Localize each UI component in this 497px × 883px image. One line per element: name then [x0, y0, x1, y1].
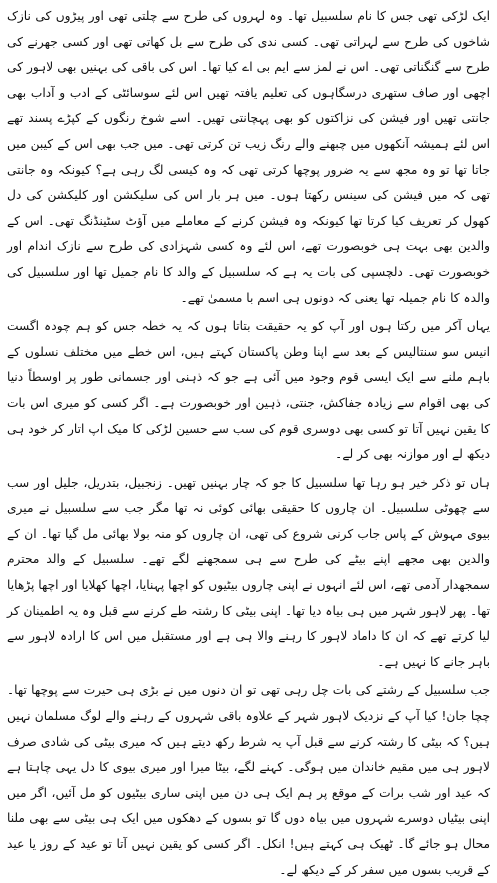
paragraph-4: جب سلسبیل کے رشتے کی بات چل رہی تھی تو ان دنوں میں نے بڑی ہی حیرت سے پوچھا تھا۔ چچا جان! کیا آپ کے نزدیک لاہور شہر کے علاوہ باقی شہروں کے رہنے والے لوگ مسلمان نہیں ہیں؟ کہ بیٹی کا رشتہ کرنے سے قبل آپ یہ شرط رکھ دیتے ہیں کہ میری بیٹی کی شادی صرف لاہور ہی میں مقیم خاندان میں ہوگی۔ کہنے لگے، بیٹا میرا اور میری بیوی کا دل یہی چاہتا ہے کہ عید اور شب برات کے موقع پر ہم ایک ہی دن میں اپنی ساری بیٹیوں کو مل آئیں، اگر میں اپنی بیٹیاں دوسرے شہروں میں بیاہ دوں گا تو بسوں کے دھکوں میں ایک ہی بیٹی سے بھی ملنا محال ہو جائے گا۔ ٹھیک ہی کہتے ہیں! انکل۔ اگر کسی کو یقین نہیں آتا تو عید کے روز یا عید کے قریب بسوں میں سفر کر کے دیکھ لے۔: [7, 683, 490, 877]
paragraph-2: یہاں آکر میں رکتا ہوں اور آپ کو یہ حقیقت بتاتا ہوں کہ یہ خطہ جس کو ہم چودہ اگست انیس سو سنتالیس کے بعد سے اپنا وطن پاکستان کہتے ہیں، اس خطے میں مختلف نسلوں کے باہم ملنے سے ایک ایسی قوم وجود میں آئی ہے جو کہ ذہنی اور جسمانی طور پر اوسطاً دنیا کی بھی اقوام سے زیادہ جفاکش، جنتی، ذہین اور خوبصورت ہے۔ اگر کسی کو میری اس بات کا یقین نہیں آتا تو کسی بھی دوسری قوم کی سب سے حسین لڑکی کا میک اپ اتار کر خود ہی دیکھ لے اور موازنہ بھی کر لے۔: [7, 319, 490, 462]
paragraph-3: ہاں تو ذکر خیر ہو رہا تھا سلسبیل کا جو کہ چار بہنیں تھیں۔ زنجبیل، بتدریل، جلیل اور سب سے چھوٹی سلسبیل۔ ان چاروں کا حقیقی بھائی کوئی نہ تھا مگر جب سے سلسبیل نے میری بیوی مہوش کے پاس جاب کرنی شروع کی تھی، ان چاروں کو منہ بولا بھائی مل گیا تھا۔ ان کے والدین بھی مجھے اپنے بیٹے کی طرح سے ہی سمجھنے لگے تھے۔ سلسبیل کے والد محترم سمجھدار آدمی تھے، اس لئے انہوں نے اپنی چاروں بیٹیوں کو اچھا پہنایا، اچھا کھلایا اور اچھا پڑھایا تھا۔ پھر لاہور شہر میں ہی بیاہ دیا تھا۔ اپنی بیٹی کا رشتہ طے کرنے سے قبل وہ یہ اطمینان کر لیا کرتے تھے کہ ان کا داماد لاہور کا رہنے والا ہی ہے اور مستقبل میں اس کا ارادہ لاہور سے باہر جانے کا نہیں ہے۔: [7, 475, 490, 669]
paragraph-1: ایک لڑکی تھی جس کا نام سلسبیل تھا۔ وہ لہروں کی طرح سے چلتی تھی اور پیڑوں کی نازک شاخوں کی طرح سے لہراتی تھی۔ کسی ندی کی طرح سے بل کھاتی تھی اور کسی جھرنے کی طرح سے گنگناتی تھی۔ اس نے لمز سے ایم بی اے کیا تھا۔ اس کی باقی کی بہنیں بھی لاہور کی اچھی اور صاف ستھری درسگاہوں کی تعلیم یافتہ تھیں اس لئے سوسائٹی کے ادب و آداب بھی جانتی تھیں اور فیشن کی نزاکتوں کو بھی پہچانتی تھیں۔ اسے شوخ رنگوں کے کپڑے پسند تھے اس لئے ہمیشہ آنکھوں میں چبھنے والے رنگ زیب تن کرتی تھی۔ میں جب بھی اس کے کیبن میں جاتا تھا تو وہ مجھ سے یہ ضرور پوچھا کرتی تھی کہ وہ کیسی لگ رہی ہے؟ کیونکہ وہ جانتی تھی کہ میں فیشن کی سینس رکھتا ہوں۔ میں ہر بار اس کی سلیکشن اور کلیکشن کی دل کھول کر تعریف کیا کرتا تھا کیونکہ وہ فیشن کرنے کے معاملے میں آؤٹ سٹینڈنگ تھی۔ اس کے والدین بھی بہت ہی خوبصورت تھے، اس لئے وہ کسی شہزادی کی طرح سے نازک اندام اور خوبصورت تھی۔ دلچسپی کی بات یہ ہے کہ سلسبیل کے والد کا نام جمیل تھا اور سلسبیل کی والدہ کا نام جمیلہ تھا یعنی کہ دونوں ہی اسم با مسمیٰ تھے۔: [7, 9, 490, 305]
